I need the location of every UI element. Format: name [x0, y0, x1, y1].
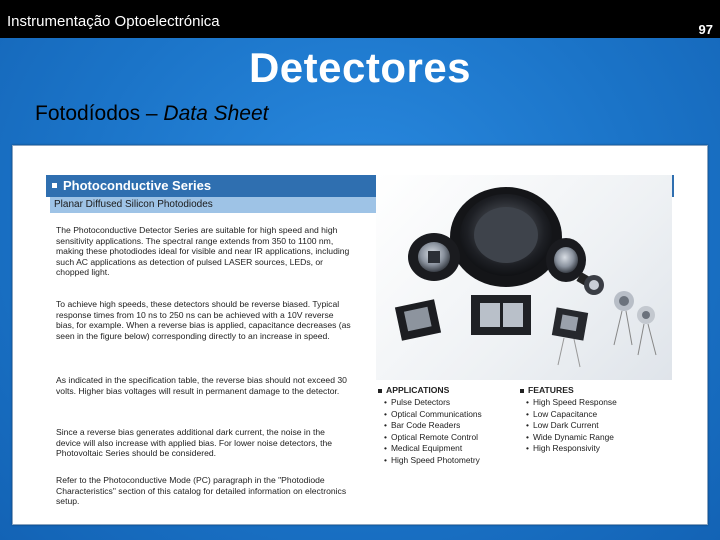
- datasheet-image: [12, 145, 708, 525]
- datasheet-section-title: Photoconductive Series: [63, 178, 212, 193]
- datasheet-paragraph: The Photoconductive Detector Series are suitable for high speed and high sensitivity applications. The spectral range extends from 350 to 1100 nm, making these photodiodes ideal for visible and near IR applications, including such AC applications as detection of pulsed LASER sources, LEDs, or chopped light.: [56, 225, 350, 278]
- dual-element-detector-icon: [471, 295, 531, 335]
- can-detector-icon: [614, 291, 634, 345]
- list-item: • Optical Remote Control: [384, 432, 482, 444]
- list-item: • Low Capacitance: [526, 409, 617, 421]
- lens-detector-icon: [584, 275, 604, 295]
- list-item: • High Responsivity: [526, 443, 617, 455]
- medium-detector-icon: [408, 233, 460, 281]
- applications-header: [378, 385, 449, 395]
- leads-icon: [558, 338, 580, 367]
- list-item: • High Speed Response: [526, 397, 617, 409]
- features-header: [520, 385, 574, 395]
- course-title: Instrumentação Optoelectrónica: [7, 13, 220, 30]
- page-number: 97: [698, 22, 713, 37]
- list-item: • Wide Dynamic Range: [526, 432, 617, 444]
- datasheet-section-subtitle: Planar Diffused Silicon Photodiodes: [50, 197, 376, 213]
- list-item: • Low Dark Current: [526, 420, 617, 432]
- datasheet-paragraph: Since a reverse bias generates additional dark current, the noise in the device will also increase with applied bias. For lower noise detectors, the Photovoltaic Series should be considered.: [56, 427, 333, 459]
- features-title: FEATURES: [528, 385, 574, 395]
- list-item: • Medical Equipment: [384, 443, 482, 455]
- header-bullet-icon: [52, 183, 57, 188]
- subtitle-italic-text: Data Sheet: [163, 102, 269, 125]
- datasheet-paragraph: To achieve high speeds, these detectors should be reverse biased. Typical response times from 10 ns to 250 ns can be achieved with a 10V reverse bias, for example. When a reverse bias is applied, capacitance decreases (as seen in the figure below) corresponding directly to an increase in speed.: [56, 299, 351, 341]
- photodiode-product-photo: [376, 175, 672, 380]
- applications-list: [384, 397, 482, 467]
- small-square-detector-icon: [552, 307, 588, 340]
- square-detector-icon: [395, 299, 441, 341]
- subtitle-text: Fotodíodos –: [35, 102, 164, 125]
- slide-title: Detectores: [248, 44, 472, 91]
- applications-bullet-icon: [378, 389, 382, 393]
- applications-title: APPLICATIONS: [386, 385, 450, 395]
- slide-subtitle: [35, 102, 269, 126]
- list-item: • Bar Code Readers: [384, 420, 482, 432]
- photodiode-illustration: [376, 175, 672, 380]
- datasheet-paragraph: As indicated in the specification table, the reverse bias should not exceed 30 volts. Higher bias voltages will result in permanent damage to the detector.: [56, 375, 347, 396]
- features-bullet-icon: [520, 389, 524, 393]
- features-list: [526, 397, 617, 455]
- large-detector-icon: [450, 187, 562, 287]
- list-item: • High Speed Photometry: [384, 455, 482, 467]
- list-item: • Optical Communications: [384, 409, 482, 421]
- datasheet-paragraph: Refer to the Photoconductive Mode (PC) paragraph in the "Photodiode Characteristics" section of this catalog for detailed information on electronics setup.: [56, 475, 347, 507]
- can-detector-2-icon: [637, 306, 656, 355]
- list-item: • Pulse Detectors: [384, 397, 482, 409]
- top-bar: [0, 0, 720, 38]
